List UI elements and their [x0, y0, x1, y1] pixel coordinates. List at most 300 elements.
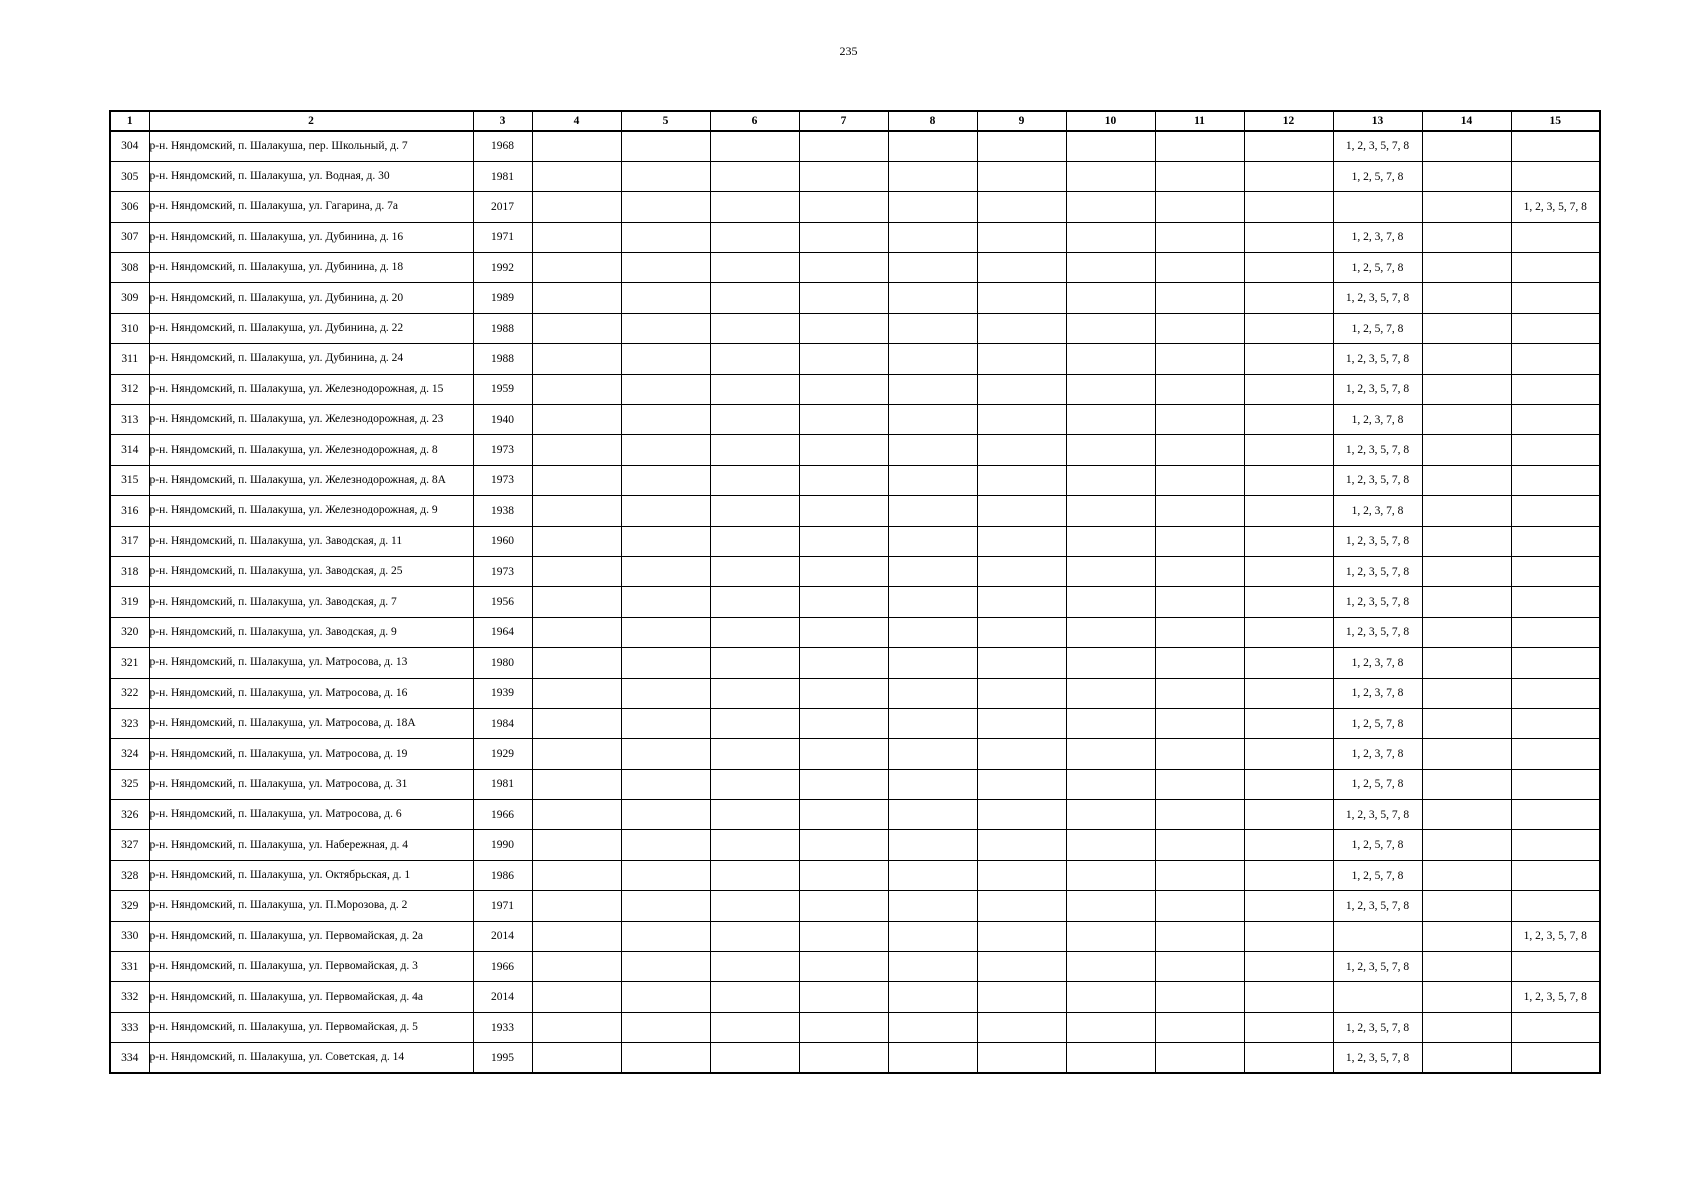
empty-cell [1422, 708, 1511, 738]
address-cell: р-н. Няндомский, п. Шалакуша, ул. Матросова, д. 31 [149, 769, 473, 799]
empty-cell [1422, 769, 1511, 799]
empty-cell [1422, 526, 1511, 556]
empty-cell [1244, 739, 1333, 769]
col15-cell [1511, 405, 1600, 435]
column-header: 14 [1422, 111, 1511, 131]
empty-cell [799, 891, 888, 921]
empty-cell [1244, 678, 1333, 708]
col13-cell: 1, 2, 3, 5, 7, 8 [1333, 587, 1422, 617]
column-header: 9 [977, 111, 1066, 131]
col15-cell: 1, 2, 3, 5, 7, 8 [1511, 982, 1600, 1012]
col15-cell [1511, 617, 1600, 647]
empty-cell [621, 435, 710, 465]
empty-cell [710, 952, 799, 982]
year-cell: 1971 [473, 891, 532, 921]
year-cell: 1939 [473, 678, 532, 708]
empty-cell [888, 982, 977, 1012]
empty-cell [1066, 161, 1155, 191]
empty-cell [532, 678, 621, 708]
year-cell: 1929 [473, 739, 532, 769]
table-row [110, 860, 1600, 890]
address-cell: р-н. Няндомский, п. Шалакуша, ул. Первомайская, д. 2а [149, 921, 473, 951]
row-number-cell: 312 [110, 374, 149, 404]
empty-cell [799, 1043, 888, 1073]
empty-cell [621, 222, 710, 252]
table-row [110, 526, 1600, 556]
empty-cell [799, 253, 888, 283]
empty-cell [1066, 192, 1155, 222]
empty-cell [532, 739, 621, 769]
empty-cell [532, 161, 621, 191]
empty-cell [1066, 830, 1155, 860]
column-header: 8 [888, 111, 977, 131]
empty-cell [888, 253, 977, 283]
empty-cell [799, 465, 888, 495]
empty-cell [532, 1012, 621, 1042]
empty-cell [621, 1012, 710, 1042]
column-header: 2 [149, 111, 473, 131]
empty-cell [532, 465, 621, 495]
col13-cell: 1, 2, 3, 5, 7, 8 [1333, 556, 1422, 586]
col15-cell [1511, 800, 1600, 830]
empty-cell [888, 830, 977, 860]
empty-cell [1155, 283, 1244, 313]
empty-cell [888, 739, 977, 769]
empty-cell [1244, 313, 1333, 343]
row-number-cell: 328 [110, 860, 149, 890]
col15-cell [1511, 526, 1600, 556]
empty-cell [621, 526, 710, 556]
empty-cell [799, 161, 888, 191]
empty-cell [710, 617, 799, 647]
empty-cell [1066, 222, 1155, 252]
col15-cell [1511, 374, 1600, 404]
address-cell: р-н. Няндомский, п. Шалакуша, ул. Первомайская, д. 4а [149, 982, 473, 1012]
column-header: 3 [473, 111, 532, 131]
row-number-cell: 308 [110, 253, 149, 283]
empty-cell [1155, 952, 1244, 982]
empty-cell [710, 769, 799, 799]
empty-cell [1155, 708, 1244, 738]
empty-cell [1155, 678, 1244, 708]
empty-cell [1155, 344, 1244, 374]
col13-cell: 1, 2, 5, 7, 8 [1333, 161, 1422, 191]
empty-cell [799, 405, 888, 435]
row-number-cell: 334 [110, 1043, 149, 1073]
col13-cell: 1, 2, 3, 5, 7, 8 [1333, 1043, 1422, 1073]
empty-cell [1155, 800, 1244, 830]
empty-cell [888, 313, 977, 343]
year-cell: 1973 [473, 435, 532, 465]
empty-cell [710, 587, 799, 617]
empty-cell [1422, 891, 1511, 921]
empty-cell [532, 891, 621, 921]
empty-cell [621, 921, 710, 951]
empty-cell [1422, 465, 1511, 495]
row-number-cell: 306 [110, 192, 149, 222]
empty-cell [710, 678, 799, 708]
empty-cell [888, 374, 977, 404]
col13-cell: 1, 2, 5, 7, 8 [1333, 253, 1422, 283]
empty-cell [532, 283, 621, 313]
empty-cell [532, 496, 621, 526]
empty-cell [710, 556, 799, 586]
col15-cell [1511, 739, 1600, 769]
col15-cell [1511, 283, 1600, 313]
empty-cell [1155, 405, 1244, 435]
year-cell: 1933 [473, 1012, 532, 1042]
address-cell: р-н. Няндомский, п. Шалакуша, ул. Дубинина, д. 24 [149, 344, 473, 374]
empty-cell [799, 283, 888, 313]
year-cell: 1960 [473, 526, 532, 556]
col15-cell [1511, 891, 1600, 921]
col15-cell [1511, 313, 1600, 343]
empty-cell [1155, 192, 1244, 222]
empty-cell [1066, 313, 1155, 343]
empty-cell [1422, 131, 1511, 161]
col13-cell: 1, 2, 3, 7, 8 [1333, 739, 1422, 769]
empty-cell [1066, 860, 1155, 890]
empty-cell [1155, 648, 1244, 678]
year-cell: 1981 [473, 769, 532, 799]
empty-cell [888, 192, 977, 222]
col13-cell: 1, 2, 3, 5, 7, 8 [1333, 952, 1422, 982]
col13-cell: 1, 2, 3, 5, 7, 8 [1333, 344, 1422, 374]
empty-cell [977, 1043, 1066, 1073]
row-number-cell: 304 [110, 131, 149, 161]
col13-cell [1333, 982, 1422, 1012]
col13-cell: 1, 2, 3, 5, 7, 8 [1333, 131, 1422, 161]
empty-cell [1422, 313, 1511, 343]
empty-cell [1066, 800, 1155, 830]
empty-cell [1422, 617, 1511, 647]
empty-cell [1244, 556, 1333, 586]
empty-cell [977, 283, 1066, 313]
empty-cell [1066, 769, 1155, 799]
empty-cell [532, 344, 621, 374]
empty-cell [621, 131, 710, 161]
row-number-cell: 326 [110, 800, 149, 830]
table-row [110, 465, 1600, 495]
empty-cell [1422, 830, 1511, 860]
col15-cell [1511, 222, 1600, 252]
col13-cell: 1, 2, 3, 5, 7, 8 [1333, 283, 1422, 313]
col15-cell [1511, 952, 1600, 982]
empty-cell [621, 556, 710, 586]
empty-cell [1244, 283, 1333, 313]
empty-cell [621, 830, 710, 860]
empty-cell [799, 192, 888, 222]
col15-cell [1511, 253, 1600, 283]
col13-cell: 1, 2, 5, 7, 8 [1333, 830, 1422, 860]
col13-cell: 1, 2, 5, 7, 8 [1333, 708, 1422, 738]
empty-cell [1244, 648, 1333, 678]
empty-cell [1066, 1043, 1155, 1073]
row-number-cell: 332 [110, 982, 149, 1012]
housing-registry-table [109, 110, 1601, 1074]
empty-cell [799, 708, 888, 738]
empty-cell [532, 526, 621, 556]
empty-cell [799, 769, 888, 799]
empty-cell [1422, 648, 1511, 678]
col13-cell: 1, 2, 3, 7, 8 [1333, 222, 1422, 252]
year-cell: 1984 [473, 708, 532, 738]
col13-cell: 1, 2, 5, 7, 8 [1333, 769, 1422, 799]
empty-cell [1066, 708, 1155, 738]
empty-cell [710, 192, 799, 222]
empty-cell [621, 891, 710, 921]
col15-cell [1511, 587, 1600, 617]
empty-cell [532, 952, 621, 982]
empty-cell [977, 891, 1066, 921]
col15-cell [1511, 830, 1600, 860]
empty-cell [710, 222, 799, 252]
address-cell: р-н. Няндомский, п. Шалакуша, ул. Железнодорожная, д. 15 [149, 374, 473, 404]
empty-cell [532, 587, 621, 617]
empty-cell [621, 192, 710, 222]
empty-cell [1244, 708, 1333, 738]
empty-cell [710, 526, 799, 556]
col15-cell [1511, 1043, 1600, 1073]
table-row [110, 800, 1600, 830]
column-header: 13 [1333, 111, 1422, 131]
empty-cell [799, 587, 888, 617]
col13-cell: 1, 2, 3, 5, 7, 8 [1333, 435, 1422, 465]
col13-cell: 1, 2, 3, 7, 8 [1333, 648, 1422, 678]
empty-cell [1155, 465, 1244, 495]
empty-cell [1066, 435, 1155, 465]
table-row [110, 344, 1600, 374]
empty-cell [710, 982, 799, 1012]
empty-cell [621, 313, 710, 343]
table-row [110, 405, 1600, 435]
empty-cell [1155, 769, 1244, 799]
column-header: 10 [1066, 111, 1155, 131]
empty-cell [977, 678, 1066, 708]
row-number-cell: 318 [110, 556, 149, 586]
address-cell: р-н. Няндомский, п. Шалакуша, ул. Советская, д. 14 [149, 1043, 473, 1073]
empty-cell [1422, 921, 1511, 951]
empty-cell [888, 131, 977, 161]
empty-cell [977, 648, 1066, 678]
empty-cell [888, 405, 977, 435]
empty-cell [1244, 1043, 1333, 1073]
empty-cell [532, 982, 621, 1012]
row-number-cell: 322 [110, 678, 149, 708]
table-row [110, 556, 1600, 586]
row-number-cell: 323 [110, 708, 149, 738]
row-number-cell: 314 [110, 435, 149, 465]
empty-cell [888, 587, 977, 617]
empty-cell [799, 435, 888, 465]
col13-cell: 1, 2, 3, 7, 8 [1333, 405, 1422, 435]
address-cell: р-н. Няндомский, п. Шалакуша, ул. Железнодорожная, д. 8 [149, 435, 473, 465]
empty-cell [1066, 344, 1155, 374]
empty-cell [710, 648, 799, 678]
col15-cell [1511, 769, 1600, 799]
empty-cell [1244, 830, 1333, 860]
empty-cell [532, 1043, 621, 1073]
row-number-cell: 316 [110, 496, 149, 526]
empty-cell [532, 192, 621, 222]
year-cell: 1959 [473, 374, 532, 404]
empty-cell [1155, 253, 1244, 283]
empty-cell [799, 526, 888, 556]
address-cell: р-н. Няндомский, п. Шалакуша, ул. Гагарина, д. 7а [149, 192, 473, 222]
address-cell: р-н. Няндомский, п. Шалакуша, ул. Первомайская, д. 3 [149, 952, 473, 982]
empty-cell [1066, 648, 1155, 678]
empty-cell [1244, 769, 1333, 799]
col15-cell: 1, 2, 3, 5, 7, 8 [1511, 921, 1600, 951]
empty-cell [888, 860, 977, 890]
empty-cell [1066, 556, 1155, 586]
year-cell: 1973 [473, 465, 532, 495]
year-cell: 1986 [473, 860, 532, 890]
empty-cell [621, 800, 710, 830]
year-cell: 2017 [473, 192, 532, 222]
column-header: 5 [621, 111, 710, 131]
col13-cell: 1, 2, 3, 5, 7, 8 [1333, 1012, 1422, 1042]
address-cell: р-н. Няндомский, п. Шалакуша, пер. Школьный, д. 7 [149, 131, 473, 161]
year-cell: 2014 [473, 982, 532, 1012]
empty-cell [710, 860, 799, 890]
col13-cell: 1, 2, 3, 5, 7, 8 [1333, 526, 1422, 556]
empty-cell [710, 465, 799, 495]
empty-cell [977, 952, 1066, 982]
empty-cell [1244, 465, 1333, 495]
year-cell: 1940 [473, 405, 532, 435]
year-cell: 1964 [473, 617, 532, 647]
empty-cell [799, 131, 888, 161]
empty-cell [710, 830, 799, 860]
table-row [110, 283, 1600, 313]
column-header: 11 [1155, 111, 1244, 131]
empty-cell [1066, 1012, 1155, 1042]
table-row [110, 617, 1600, 647]
empty-cell [710, 800, 799, 830]
table-row [110, 952, 1600, 982]
empty-cell [799, 952, 888, 982]
empty-cell [1066, 526, 1155, 556]
empty-cell [1244, 982, 1333, 1012]
empty-cell [532, 131, 621, 161]
empty-cell [799, 648, 888, 678]
empty-cell [977, 1012, 1066, 1042]
col15-cell [1511, 496, 1600, 526]
address-cell: р-н. Няндомский, п. Шалакуша, ул. Железнодорожная, д. 9 [149, 496, 473, 526]
empty-cell [977, 313, 1066, 343]
row-number-cell: 320 [110, 617, 149, 647]
table-row [110, 708, 1600, 738]
row-number-cell: 325 [110, 769, 149, 799]
empty-cell [1244, 192, 1333, 222]
column-header: 6 [710, 111, 799, 131]
table-row [110, 253, 1600, 283]
row-number-cell: 311 [110, 344, 149, 374]
table-row [110, 891, 1600, 921]
empty-cell [888, 800, 977, 830]
empty-cell [799, 556, 888, 586]
empty-cell [1244, 344, 1333, 374]
address-cell: р-н. Няндомский, п. Шалакуша, ул. Матросова, д. 6 [149, 800, 473, 830]
empty-cell [532, 830, 621, 860]
year-cell: 1971 [473, 222, 532, 252]
col13-cell [1333, 921, 1422, 951]
row-number-cell: 317 [110, 526, 149, 556]
empty-cell [532, 222, 621, 252]
empty-cell [1066, 465, 1155, 495]
empty-cell [888, 465, 977, 495]
empty-cell [710, 496, 799, 526]
col15-cell [1511, 1012, 1600, 1042]
address-cell: р-н. Няндомский, п. Шалакуша, ул. Дубинина, д. 16 [149, 222, 473, 252]
empty-cell [1422, 556, 1511, 586]
empty-cell [532, 253, 621, 283]
empty-cell [621, 952, 710, 982]
empty-cell [1244, 405, 1333, 435]
empty-cell [621, 678, 710, 708]
empty-cell [1422, 982, 1511, 1012]
empty-cell [1244, 496, 1333, 526]
empty-cell [532, 800, 621, 830]
empty-cell [1155, 739, 1244, 769]
empty-cell [888, 1043, 977, 1073]
address-cell: р-н. Няндомский, п. Шалакуша, ул. Заводская, д. 9 [149, 617, 473, 647]
address-cell: р-н. Няндомский, п. Шалакуша, ул. Матросова, д. 16 [149, 678, 473, 708]
year-cell: 1992 [473, 253, 532, 283]
empty-cell [799, 982, 888, 1012]
table-body [110, 131, 1600, 1073]
year-cell: 1968 [473, 131, 532, 161]
empty-cell [1422, 678, 1511, 708]
empty-cell [710, 891, 799, 921]
empty-cell [621, 374, 710, 404]
empty-cell [532, 617, 621, 647]
empty-cell [977, 222, 1066, 252]
table-row [110, 313, 1600, 343]
empty-cell [888, 921, 977, 951]
table-row [110, 374, 1600, 404]
empty-cell [621, 253, 710, 283]
empty-cell [977, 739, 1066, 769]
table-row [110, 982, 1600, 1012]
empty-cell [710, 313, 799, 343]
empty-cell [1155, 860, 1244, 890]
year-cell: 1990 [473, 830, 532, 860]
empty-cell [1244, 526, 1333, 556]
empty-cell [710, 435, 799, 465]
empty-cell [799, 921, 888, 951]
empty-cell [1244, 617, 1333, 647]
col15-cell [1511, 860, 1600, 890]
col15-cell [1511, 648, 1600, 678]
row-number-cell: 329 [110, 891, 149, 921]
empty-cell [1422, 374, 1511, 404]
empty-cell [621, 982, 710, 1012]
empty-cell [1244, 587, 1333, 617]
empty-cell [1422, 253, 1511, 283]
year-cell: 1981 [473, 161, 532, 191]
row-number-cell: 313 [110, 405, 149, 435]
empty-cell [1244, 921, 1333, 951]
empty-cell [1422, 587, 1511, 617]
empty-cell [1155, 617, 1244, 647]
empty-cell [977, 344, 1066, 374]
empty-cell [799, 313, 888, 343]
empty-cell [1244, 222, 1333, 252]
empty-cell [888, 678, 977, 708]
empty-cell [977, 860, 1066, 890]
